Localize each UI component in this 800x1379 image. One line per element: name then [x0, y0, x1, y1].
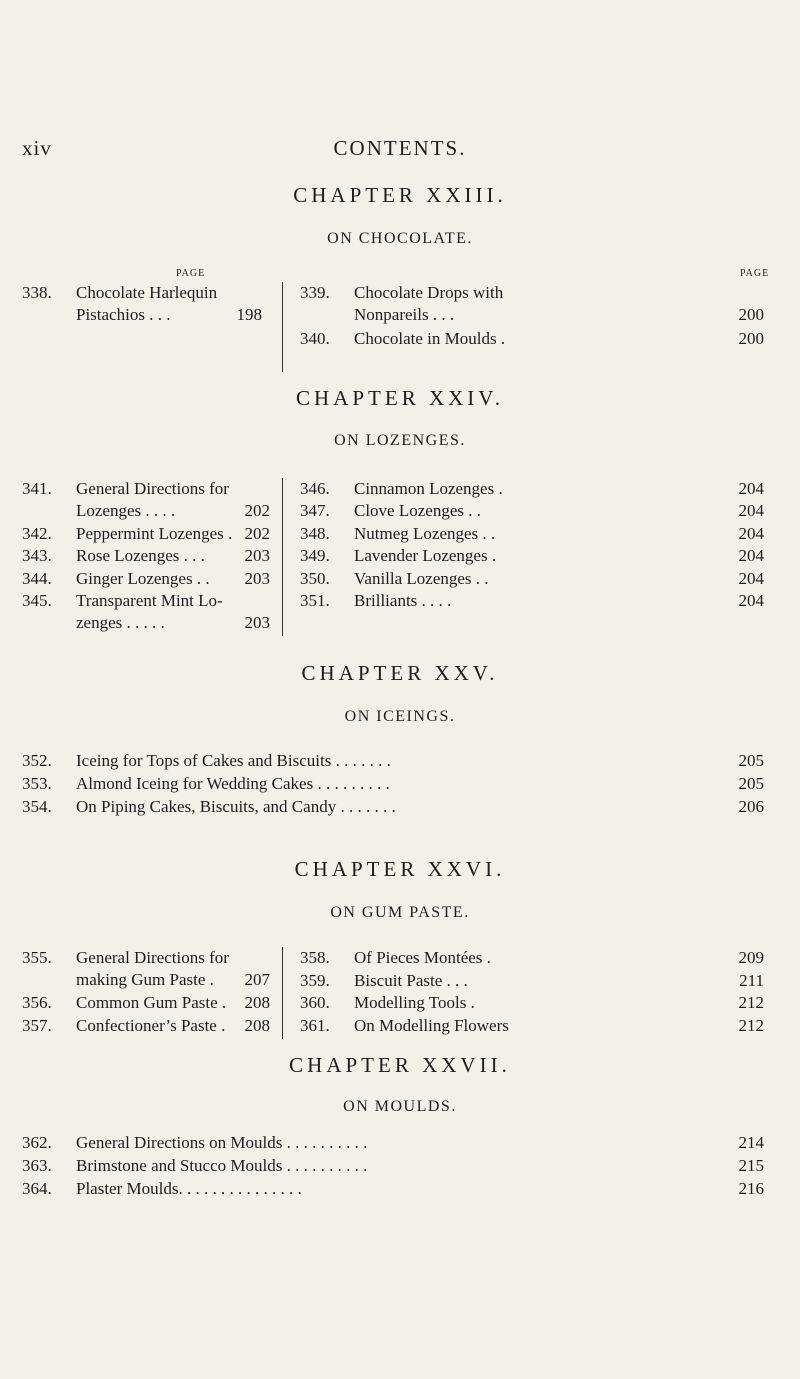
entry-title-cont: zenges . . . . . [76, 613, 165, 632]
entry-title: Rose Lozenges . . . [76, 546, 205, 565]
chapter-subheading: ON CHOCOLATE. [327, 230, 473, 247]
toc-entry [300, 590, 764, 612]
entry-title: Modelling Tools . [354, 993, 475, 1012]
chapter-heading: CHAPTER XXVI. [294, 857, 506, 881]
entry-title: Lavender Lozenges . [354, 546, 497, 565]
entry-number: 342. [22, 524, 52, 543]
entry-title: On Modelling Flowers [354, 1016, 509, 1035]
toc-entry [300, 500, 764, 522]
entry-page: 204 [738, 591, 764, 610]
entry-number: 363. [22, 1156, 52, 1175]
entry-title: Almond Iceing for Wedding Cakes . . . . . . . . . [76, 774, 390, 793]
entry-page: 212 [738, 1016, 764, 1035]
entry-page: 200 [738, 305, 764, 324]
entry-page: 205 [738, 774, 764, 793]
entry-page: 204 [738, 524, 764, 543]
toc-entry [300, 523, 764, 545]
entry-page: 203 [244, 613, 270, 632]
entry-title: Chocolate in Moulds . [354, 329, 506, 348]
entry-number: 338. [22, 283, 52, 302]
entry-title: Brimstone and Stucco Moulds . . . . . . . . . . [76, 1156, 368, 1175]
entry-page: 203 [244, 546, 270, 565]
entry-page: 206 [738, 797, 764, 816]
entry-title: Of Pieces Montées . [354, 948, 491, 967]
entry-number: 348. [300, 524, 330, 543]
chapter-subheading: ON GUM PASTE. [330, 904, 470, 921]
entry-page: 204 [738, 479, 764, 498]
entry-number: 357. [22, 1016, 52, 1035]
page-column-label: PAGE [176, 268, 206, 279]
entry-page: 216 [738, 1179, 764, 1198]
entry-page: 205 [738, 751, 764, 770]
toc-entry [22, 1132, 764, 1154]
entry-title: Chocolate Drops with [354, 283, 504, 302]
entry-title: Peppermint Lozenges . [76, 524, 233, 543]
chapter-subheading: ON MOULDS. [343, 1098, 457, 1115]
toc-entry [22, 992, 270, 1014]
entry-title: Brilliants . . . . [354, 591, 452, 610]
entry-number: 360. [300, 993, 330, 1012]
entry-title: Biscuit Paste . . . [354, 971, 468, 990]
entry-title: General Directions for [76, 948, 229, 967]
toc-entry [22, 590, 270, 634]
chapter-heading: CHAPTER XXV. [301, 661, 499, 685]
entry-number: 362. [22, 1133, 52, 1152]
entry-title: Common Gum Paste . [76, 993, 227, 1012]
toc-entry [22, 796, 764, 818]
entry-page: 202 [244, 524, 270, 543]
entry-page: 200 [738, 329, 764, 348]
toc-entry [22, 1015, 270, 1037]
entry-number: 364. [22, 1179, 52, 1198]
toc-entry [300, 568, 764, 590]
column-divider [282, 478, 283, 636]
toc-entry [22, 947, 270, 991]
toc-entry [22, 568, 270, 590]
toc-entry [300, 992, 764, 1014]
entry-title: Cinnamon Lozenges . [354, 479, 503, 498]
entry-title: Vanilla Lozenges . . [354, 569, 489, 588]
toc-entry [300, 1015, 764, 1037]
page-column-label: PAGE [740, 268, 770, 279]
entry-title: Transparent Mint Lo- [76, 591, 223, 610]
entry-title-cont: Lozenges . . . . [76, 501, 176, 520]
entry-page: 208 [244, 1016, 270, 1035]
running-title: CONTENTS. [333, 136, 467, 160]
entry-number: 359. [300, 971, 330, 990]
toc-entry [22, 750, 764, 772]
entry-number: 351. [300, 591, 330, 610]
toc-entry [300, 970, 764, 992]
entry-page: 202 [244, 501, 270, 520]
entry-title: Ginger Lozenges . . [76, 569, 210, 588]
entry-title: Confectioner’s Paste . [76, 1016, 226, 1035]
entry-number: 358. [300, 948, 330, 967]
toc-entry [300, 545, 764, 567]
entry-page: 214 [738, 1133, 764, 1152]
entry-number: 341. [22, 479, 52, 498]
toc-entry [22, 523, 270, 545]
entry-number: 339. [300, 283, 330, 302]
chapter-heading: CHAPTER XXVII. [289, 1053, 511, 1077]
chapter-subheading: ON ICEINGS. [344, 708, 456, 725]
entry-title-cont: Pistachios . . . [76, 305, 171, 324]
entry-title: On Piping Cakes, Biscuits, and Candy . . . . . . . [76, 797, 396, 816]
entry-title-cont: making Gum Paste . [76, 970, 214, 989]
entry-title: Plaster Moulds. . . . . . . . . . . . . . . [76, 1179, 302, 1198]
entry-number: 361. [300, 1016, 330, 1035]
entry-page: 204 [738, 569, 764, 588]
entry-number: 349. [300, 546, 330, 565]
toc-entry [22, 478, 270, 522]
page-number: xiv [22, 136, 52, 160]
entry-page: 203 [244, 569, 270, 588]
chapter-heading: CHAPTER XXIV. [296, 386, 504, 410]
toc-entry [22, 282, 262, 326]
toc-entry [22, 1155, 764, 1177]
entry-number: 344. [22, 569, 52, 588]
chapter-heading: CHAPTER XXIII. [293, 183, 507, 207]
toc-entry [300, 947, 764, 969]
toc-entry [22, 1178, 764, 1200]
entry-title-cont: Nonpareils . . . [354, 305, 455, 324]
toc-entry [300, 328, 764, 350]
entry-number: 347. [300, 501, 330, 520]
entry-page: 211 [739, 971, 764, 990]
entry-page: 209 [738, 948, 764, 967]
entry-number: 343. [22, 546, 52, 565]
entry-title: General Directions for [76, 479, 229, 498]
entry-number: 350. [300, 569, 330, 588]
toc-entry [22, 545, 270, 567]
entry-title: Chocolate Harlequin [76, 283, 218, 302]
entry-number: 355. [22, 948, 52, 967]
entry-title: Nutmeg Lozenges . . [354, 524, 496, 543]
toc-entry [300, 282, 764, 326]
entry-page: 208 [244, 993, 270, 1012]
entry-title: Clove Lozenges . . [354, 501, 481, 520]
entry-page: 207 [244, 970, 270, 989]
entry-number: 345. [22, 591, 52, 610]
chapter-subheading: ON LOZENGES. [334, 432, 466, 449]
entry-page: 204 [738, 501, 764, 520]
entry-number: 340. [300, 329, 330, 348]
column-divider [282, 282, 283, 372]
entry-number: 354. [22, 797, 52, 816]
toc-entry [300, 478, 764, 500]
entry-page: 198 [236, 305, 262, 324]
entry-number: 346. [300, 479, 330, 498]
toc-entry [22, 773, 764, 795]
entry-number: 356. [22, 993, 52, 1012]
entry-page: 212 [738, 993, 764, 1012]
entry-title: Iceing for Tops of Cakes and Biscuits . . . . . . . [76, 751, 391, 770]
entry-page: 215 [738, 1156, 764, 1175]
entry-title: General Directions on Moulds . . . . . . . . . . [76, 1133, 368, 1152]
column-divider [282, 947, 283, 1039]
entry-number: 352. [22, 751, 52, 770]
entry-page: 204 [738, 546, 764, 565]
entry-number: 353. [22, 774, 52, 793]
